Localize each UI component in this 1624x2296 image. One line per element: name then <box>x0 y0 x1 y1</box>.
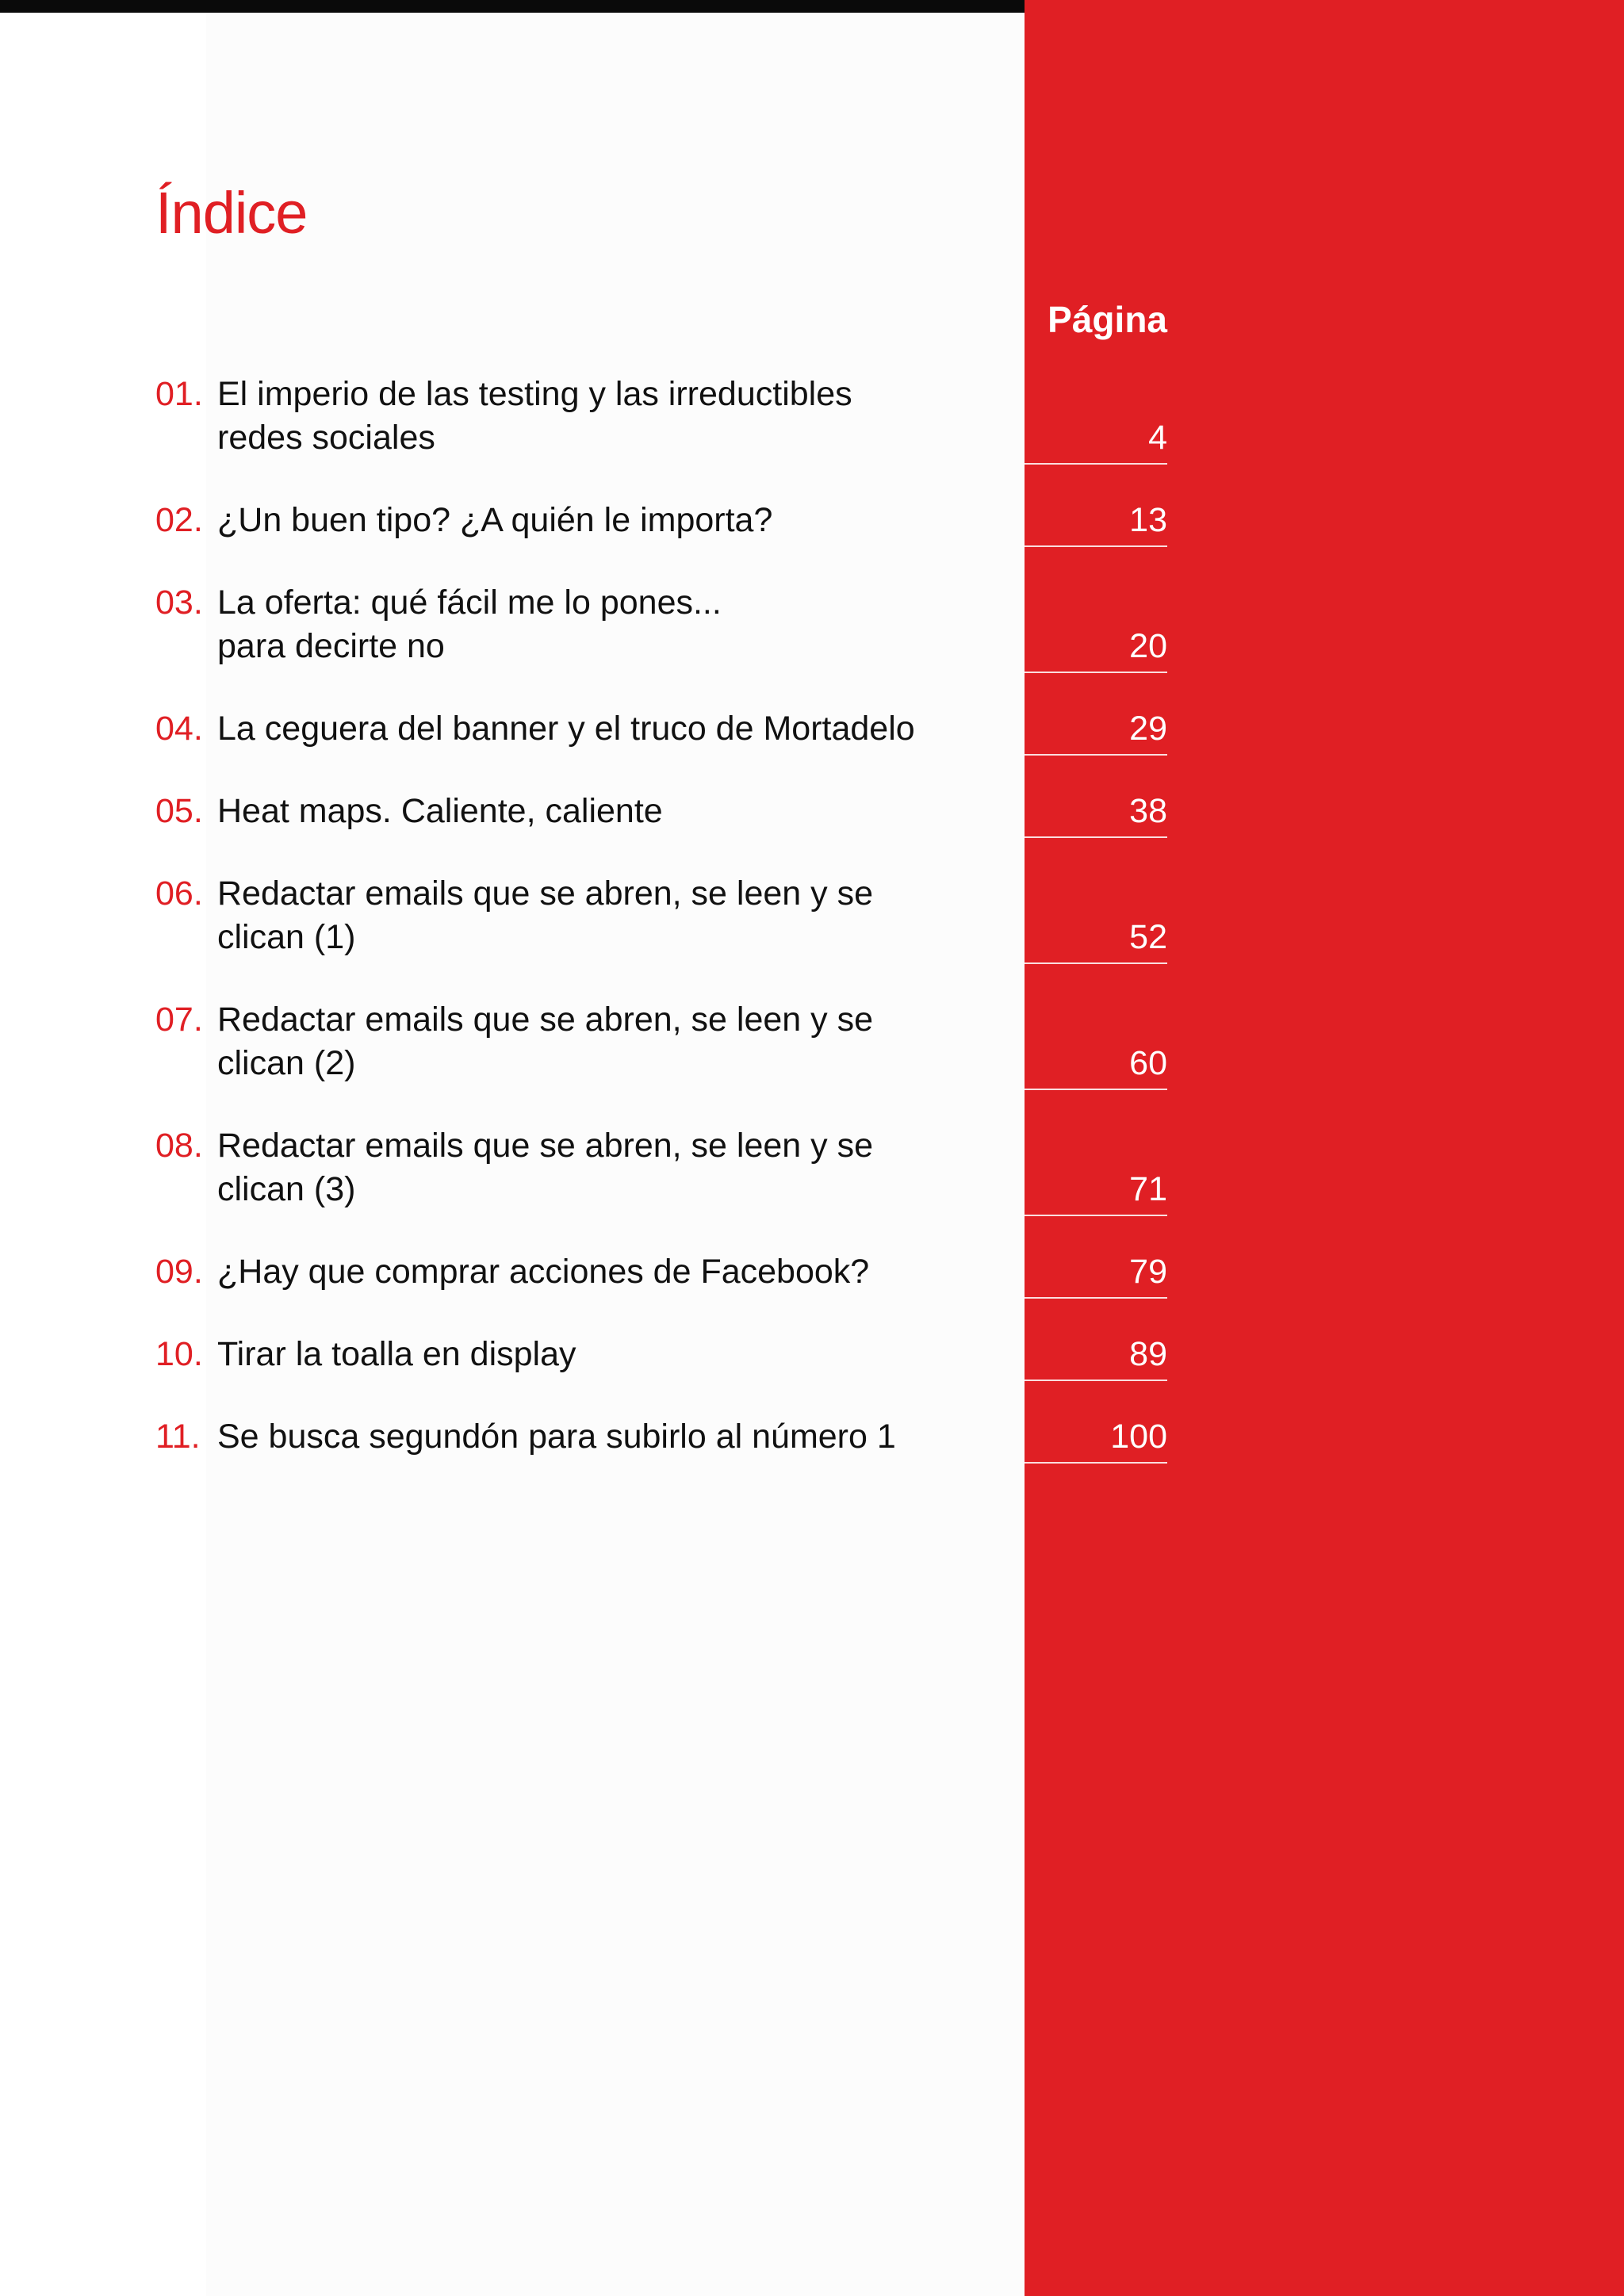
toc-entry-divider <box>1025 754 1167 756</box>
toc-entry-page-number: 20 <box>1129 627 1167 665</box>
toc-entry-title-line: Se busca segundón para subirlo al número 1 <box>217 1418 896 1456</box>
toc-entry-page-number: 38 <box>1129 792 1167 830</box>
toc-entry-page-number: 13 <box>1129 501 1167 539</box>
toc-entry-title-line: ¿Un buen tipo? ¿A quién le importa? <box>217 501 773 539</box>
top-black-bar <box>0 0 1025 13</box>
toc-entry-page-number: 4 <box>1148 419 1167 457</box>
toc-entry-page-number: 60 <box>1129 1044 1167 1082</box>
toc-entry-title-line: Heat maps. Caliente, caliente <box>217 792 663 830</box>
page-number-column <box>1025 0 1624 2296</box>
toc-entry-divider <box>1025 1089 1167 1090</box>
toc-entry-page-number: 29 <box>1129 710 1167 748</box>
toc-entry-title <box>217 373 1010 460</box>
toc-entry-number: 10. <box>155 1335 203 1373</box>
toc-entry-title-line: El imperio de las testing y las irreductibles <box>217 375 852 413</box>
toc-entry-divider <box>1025 1297 1167 1299</box>
toc-entry-title <box>217 998 1010 1085</box>
toc-entry-title-line: clican (2) <box>217 1044 356 1082</box>
toc-entry-title-line: Redactar emails que se abren, se leen y se <box>217 1001 874 1039</box>
toc-entry-number: 08. <box>155 1127 203 1165</box>
toc-entry-title <box>217 499 1010 542</box>
toc-entry-page-number: 71 <box>1129 1170 1167 1208</box>
toc-entry-divider <box>1025 1462 1167 1464</box>
toc-entry-divider <box>1025 1215 1167 1216</box>
toc-entry-title <box>217 790 1010 833</box>
toc-entry-page-number: 52 <box>1129 918 1167 956</box>
toc-entry-title <box>217 581 1010 668</box>
toc-entry-divider <box>1025 962 1167 964</box>
toc-entry-title-line: redes sociales <box>217 419 435 457</box>
toc-entry-divider <box>1025 836 1167 838</box>
toc-entry-title <box>217 1250 1010 1294</box>
toc-entry-number: 09. <box>155 1253 203 1291</box>
toc-entry-number: 11. <box>155 1418 201 1456</box>
toc-entry-divider <box>1025 1380 1167 1381</box>
toc-entry-title-line: ¿Hay que comprar acciones de Facebook? <box>217 1253 870 1291</box>
toc-entry-page-number: 89 <box>1129 1335 1167 1373</box>
toc-entry-title-line: La ceguera del banner y el truco de Mortadelo <box>217 710 915 748</box>
toc-entry-title-line: para decirte no <box>217 627 445 665</box>
toc-entry-title-line: Tirar la toalla en display <box>217 1335 576 1373</box>
toc-entry-title <box>217 1333 1010 1376</box>
toc-entry-number: 01. <box>155 375 203 413</box>
toc-entry-number: 02. <box>155 501 203 539</box>
toc-entry-number: 06. <box>155 874 203 913</box>
toc-entry-number: 05. <box>155 792 203 830</box>
toc-entry-page-number: 79 <box>1129 1253 1167 1291</box>
toc-entry-title-line: Redactar emails que se abren, se leen y se <box>217 1127 874 1165</box>
toc-entry-title-line: Redactar emails que se abren, se leen y se <box>217 874 874 913</box>
page-column-header: Página <box>1048 299 1167 340</box>
toc-entry-page-number: 100 <box>1110 1418 1167 1456</box>
toc-entry-number: 07. <box>155 1001 203 1039</box>
toc-entry-title-line: clican (3) <box>217 1170 356 1208</box>
toc-entry-number: 04. <box>155 710 203 748</box>
page-title: Índice <box>155 179 308 246</box>
toc-entry-divider <box>1025 672 1167 673</box>
toc-entry-title <box>217 1415 1010 1459</box>
toc-entry-title-line: clican (1) <box>217 918 356 956</box>
toc-entry-divider <box>1025 545 1167 547</box>
toc-entry-title-line: La oferta: qué fácil me lo pones... <box>217 584 722 622</box>
toc-entry-title <box>217 1124 1010 1211</box>
toc-entry-divider <box>1025 463 1167 465</box>
toc-entry-number: 03. <box>155 584 203 622</box>
toc-entry-title <box>217 707 1010 751</box>
toc-entry-title <box>217 872 1010 959</box>
